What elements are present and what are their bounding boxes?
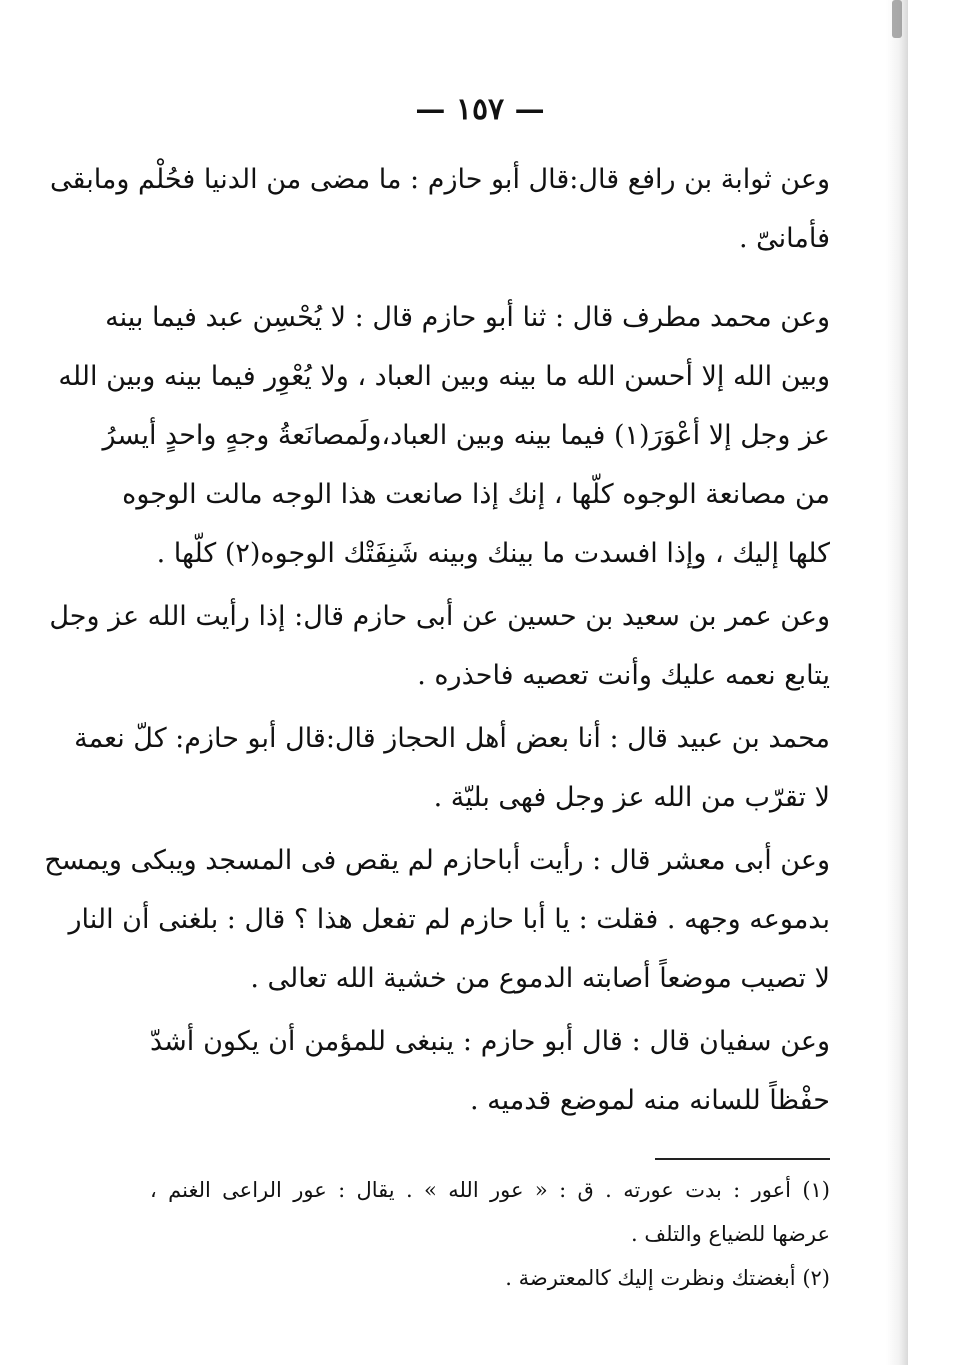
text-line: عز وجل إلا أعْوَرَ(١) فيما بينه وبين العباد،ولَمصانَعةُ وجهٍ واحدٍ أيسرُ — [102, 420, 830, 451]
text-line: يتابع نعمه عليك وأنت تعصيه فاحذره . — [417, 660, 830, 691]
text-line: حفْظاً للسانه منه لموضع قدميه . — [469, 1085, 830, 1116]
text-line: وعن ثوابة بن رافع قال:قال أبو حازم : ما مضى من الدنيا فحُلْم ومابقى — [50, 164, 830, 195]
footnote-line: (١) أعور : بدت عورته . ق : « عور الله » . يقال : عور الراعى الغنم ، — [150, 1178, 830, 1202]
footnote-1 — [150, 1168, 830, 1256]
page-number: — ١٥٧ — — [415, 92, 545, 127]
text-line: وعن عمر بن سعيد بن حسين عن أبى حازم قال: إذا رأيت الله عز وجل — [49, 601, 830, 632]
text-line: محمد بن عبيد قال : أنا بعض أهل الحجاز قال:قال أبو حازم: كلّ نعمة — [74, 723, 830, 754]
paragraph-6 — [150, 1012, 830, 1130]
paragraph-4 — [74, 709, 830, 827]
text-line: لا تقرّب من الله عز وجل فهى بليّة . — [433, 782, 830, 813]
text-line: وعن أبى معشر قال : رأيت أباحازم لم يقص فى المسجد ويبكى ويمسح — [44, 845, 830, 876]
footnote-line: (٢) أبغضتك ونظرت إليك كالمعترضة . — [505, 1266, 830, 1290]
text-line: من مصانعة الوجوه كلّها ، إنك إذا صانعت هذا الوجه مالت الوجوه — [122, 479, 830, 510]
footnote-separator — [655, 1158, 830, 1160]
text-line: بدموعه وجهه . فقلت : يا أبا حازم لم تفعل هذا ؟ قال : بلغنى أن النار — [68, 904, 830, 935]
text-line: كلها إليك ، وإذا افسدت ما بينك وبينه شَنِفَتْك الوجوه(٢) كلّها . — [156, 538, 830, 569]
paragraph-5 — [44, 831, 830, 1008]
scan-edge-shadow — [886, 0, 908, 1365]
footnote-line: عرضها للضياع والتلف . — [631, 1222, 830, 1246]
footnotes — [150, 1168, 830, 1300]
text-line: وعن محمد مطرف قال : ثنا أبو حازم قال : لا يُحْسِن عبد فيما بينه — [105, 302, 830, 333]
paragraph-1 — [50, 150, 830, 268]
footnote-2 — [150, 1256, 830, 1300]
scan-mark — [892, 0, 902, 38]
body-text — [44, 150, 830, 1134]
text-line: وبين الله إلا أحسن الله ما بينه وبين العباد ، ولا يُعْوِر فيما بينه وبين الله — [58, 361, 830, 392]
text-line: لا تصيب موضعاً أصابته الدموع من خشية الله تعالى . — [250, 963, 830, 994]
paragraph-2 — [58, 288, 830, 583]
text-line: فأمانىّ . — [738, 223, 830, 254]
text-line: وعن سفيان قال : قال أبو حازم : ينبغى للمؤمن أن يكون أشدّ — [150, 1026, 830, 1057]
paragraph-3 — [49, 587, 830, 705]
